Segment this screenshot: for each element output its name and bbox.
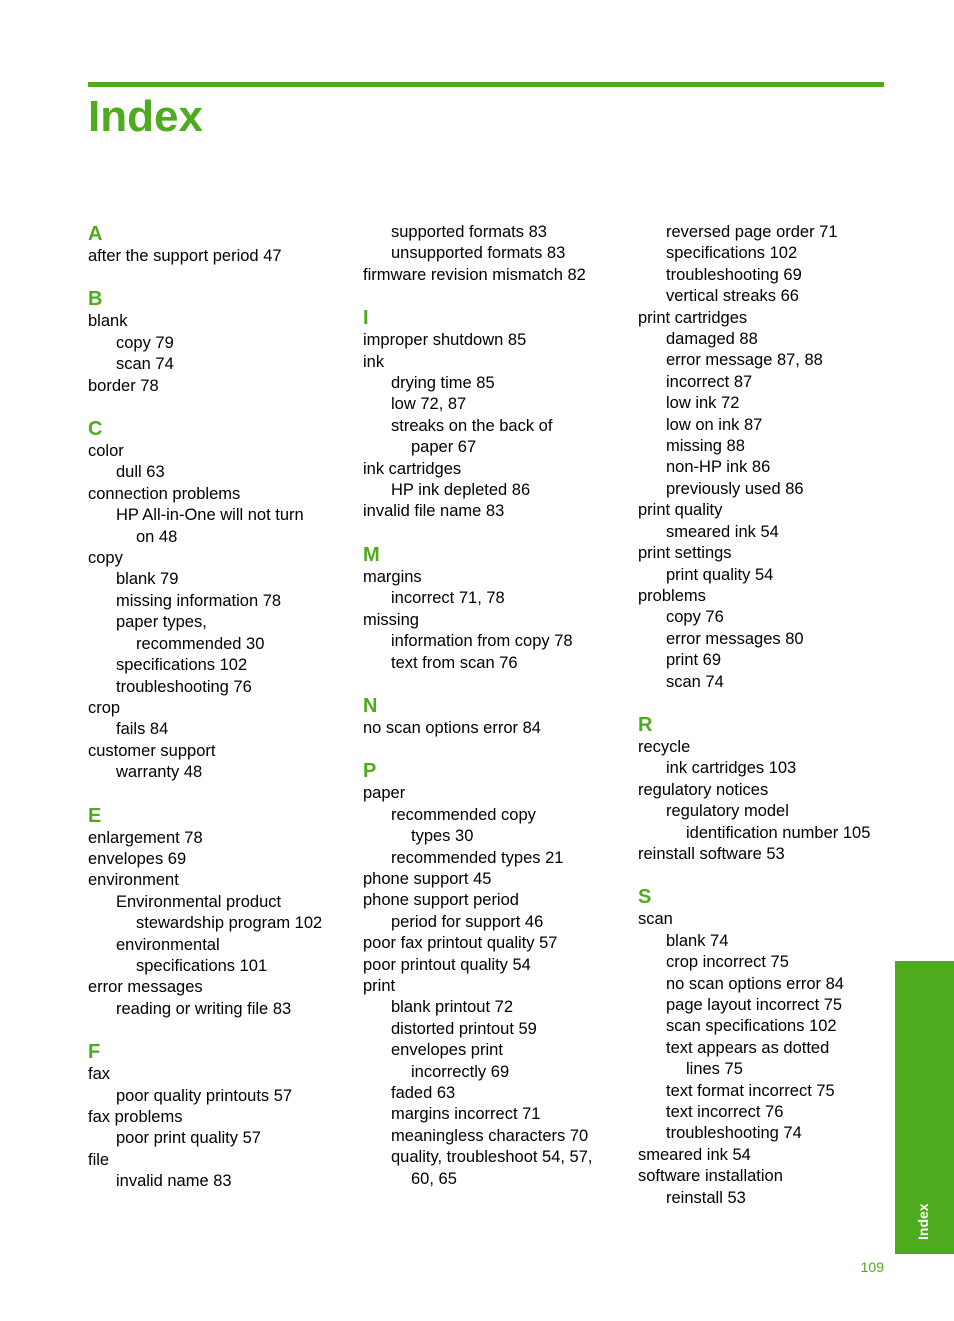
index-letter-heading: F <box>88 1041 101 1064</box>
index-subentry: meaningless characters 70 <box>391 1126 589 1145</box>
index-letter-heading: E <box>88 804 102 827</box>
index-entry: margins <box>363 567 422 586</box>
index-entry: phone support 45 <box>363 869 492 888</box>
index-entry: regulatory notices <box>638 780 769 799</box>
index-entry: missing <box>363 610 419 629</box>
index-subentry: text appears as dotted <box>666 1038 830 1057</box>
index-letter-heading: B <box>88 288 103 311</box>
index-entry: poor fax printout quality 57 <box>363 934 558 953</box>
index-subentry: identification number 105 <box>686 823 871 842</box>
index-subentry: specifications 101 <box>136 956 268 975</box>
page-number: 109 <box>860 1259 884 1275</box>
index-subentry: incorrectly 69 <box>411 1062 510 1081</box>
index-subentry: Environmental product <box>116 892 282 911</box>
index-subentry: page layout incorrect 75 <box>666 996 843 1014</box>
section-tab <box>895 961 954 1254</box>
index-subentry: faded 63 <box>391 1084 456 1102</box>
index-subentry: margins incorrect 71 <box>391 1105 541 1124</box>
index-subentry: troubleshooting 76 <box>116 677 252 696</box>
index-entry: firmware revision mismatch 82 <box>363 265 586 284</box>
index-entry: print <box>363 976 396 995</box>
index-entry: recycle <box>638 737 691 756</box>
index-letter-heading: P <box>363 760 377 783</box>
index-column-3 <box>638 222 888 1209</box>
index-subentry: warranty 48 <box>116 763 203 782</box>
index-subentry: paper 67 <box>411 438 477 457</box>
index-entry: after the support period 47 <box>88 247 282 265</box>
index-entry: phone support period <box>363 891 519 910</box>
index-subentry: ink cartridges 103 <box>666 759 797 778</box>
index-subentry: missing information 78 <box>116 591 282 610</box>
index-letter-heading: I <box>363 307 369 330</box>
index-subentry: low ink 72 <box>666 394 740 413</box>
title-rule <box>88 82 884 87</box>
index-subentry: blank printout 72 <box>391 998 514 1017</box>
index-entry: smeared ink 54 <box>638 1145 751 1164</box>
index-letter-heading: M <box>363 543 380 566</box>
index-column-2 <box>363 222 625 1190</box>
index-letter-heading: A <box>88 223 103 245</box>
index-entry: fax <box>88 1065 111 1084</box>
index-subentry: blank 74 <box>666 931 729 950</box>
index-subentry: reversed page order 71 <box>666 223 838 241</box>
index-subentry: smeared ink 54 <box>666 522 779 541</box>
index-subentry: text incorrect 76 <box>666 1103 784 1122</box>
index-subentry: supported formats 83 <box>391 223 547 241</box>
index-entry: copy <box>88 549 123 568</box>
index-entry: print settings <box>638 544 732 563</box>
index-entry: ink <box>363 352 385 371</box>
index-subentry: low on ink 87 <box>666 415 763 434</box>
index-entry: blank <box>88 312 128 331</box>
index-subentry: incorrect 71, 78 <box>391 589 505 608</box>
index-subentry: poor quality printouts 57 <box>116 1086 293 1105</box>
section-tab-label: Index <box>915 1203 931 1240</box>
index-entry: problems <box>638 586 706 605</box>
index-entry: print quality <box>638 501 723 520</box>
index-letter-heading: R <box>638 713 653 736</box>
index-letter-heading: S <box>638 886 652 909</box>
index-subentry: types 30 <box>411 827 474 846</box>
index-subentry: scan 74 <box>666 672 724 691</box>
index-column-1 <box>88 222 350 1193</box>
index-subentry: print quality 54 <box>666 565 774 584</box>
index-entry: print cartridges <box>638 308 748 327</box>
index-entry: paper <box>363 784 406 803</box>
index-entry: crop <box>88 698 121 717</box>
index-subentry: text format incorrect 75 <box>666 1081 835 1100</box>
index-subentry: previously used 86 <box>666 479 804 498</box>
index-subentry: specifications 102 <box>666 244 798 263</box>
index-subentry: low 72, 87 <box>391 395 467 414</box>
index-subentry: blank 79 <box>116 570 179 589</box>
index-subentry: text from scan 76 <box>391 653 518 672</box>
index-entry: improper shutdown 85 <box>363 331 527 350</box>
index-entry: customer support <box>88 741 216 760</box>
index-subentry: no scan options error 84 <box>666 974 844 993</box>
index-entry: poor printout quality 54 <box>363 955 531 974</box>
index-subentry: information from copy 78 <box>391 632 573 651</box>
index-subentry: paper types, <box>116 613 207 632</box>
index-subentry: period for support 46 <box>391 912 544 931</box>
index-subentry: copy 79 <box>116 333 174 352</box>
index-subentry: scan specifications 102 <box>666 1017 837 1036</box>
index-subentry: lines 75 <box>686 1060 743 1079</box>
index-subentry: copy 76 <box>666 608 724 627</box>
index-subentry: recommended types 21 <box>391 848 564 867</box>
index-subentry: reading or writing file 83 <box>116 999 292 1018</box>
index-subentry: unsupported formats 83 <box>391 244 566 263</box>
index-subentry: print 69 <box>666 651 722 670</box>
index-subentry: troubleshooting 74 <box>666 1124 802 1143</box>
index-entry: reinstall software 53 <box>638 844 785 863</box>
index-entry: scan <box>638 910 673 929</box>
index-subentry: error message 87, 88 <box>666 351 823 370</box>
index-subentry: envelopes print <box>391 1041 503 1060</box>
index-entry: software installation <box>638 1167 783 1186</box>
index-subentry: scan 74 <box>116 355 174 374</box>
index-entry: border 78 <box>88 376 159 395</box>
index-subentry: damaged 88 <box>666 330 758 349</box>
index-entry: connection problems <box>88 484 241 503</box>
index-entry: error messages <box>88 978 203 997</box>
index-entry: ink cartridges <box>363 459 462 478</box>
index-subentry: drying time 85 <box>391 374 495 393</box>
index-subentry: vertical streaks 66 <box>666 287 799 306</box>
index-subentry: regulatory model <box>666 802 789 821</box>
index-letter-heading: N <box>363 694 378 717</box>
index-subentry: distorted printout 59 <box>391 1019 537 1038</box>
index-subentry: recommended 30 <box>136 634 265 653</box>
index-subentry: stewardship program 102 <box>136 914 323 933</box>
index-letter-heading: C <box>88 418 103 441</box>
index-subentry: environmental <box>116 935 220 954</box>
index-subentry: reinstall 53 <box>666 1188 746 1207</box>
index-subentry: 60, 65 <box>411 1169 457 1188</box>
index-entry: enlargement 78 <box>88 828 203 847</box>
index-entry: fax problems <box>88 1108 183 1126</box>
index-subentry: crop incorrect 75 <box>666 953 789 972</box>
index-subentry: streaks on the back of <box>391 416 553 435</box>
index-subentry: error messages 80 <box>666 629 804 648</box>
index-subentry: dull 63 <box>116 463 165 482</box>
index-entry: envelopes 69 <box>88 849 187 868</box>
index-subentry: troubleshooting 69 <box>666 265 802 284</box>
index-subentry: HP ink depleted 86 <box>391 481 531 500</box>
index-subentry: incorrect 87 <box>666 372 753 391</box>
index-subentry: poor print quality 57 <box>116 1129 261 1148</box>
index-subentry: missing 88 <box>666 437 745 456</box>
index-entry: invalid file name 83 <box>363 502 505 521</box>
index-entry: environment <box>88 871 179 890</box>
index-subentry: HP All-in-One will not turn <box>116 506 304 525</box>
index-subentry: quality, troubleshoot 54, 57, <box>391 1148 593 1167</box>
index-subentry: non-HP ink 86 <box>666 458 771 477</box>
index-subentry: specifications 102 <box>116 656 248 675</box>
index-entry: no scan options error 84 <box>363 718 541 737</box>
index-subentry: recommended copy <box>391 805 536 824</box>
index-entry: color <box>88 442 124 461</box>
page-title: Index <box>88 92 203 141</box>
index-subentry: fails 84 <box>116 720 169 739</box>
index-entry: file <box>88 1150 110 1169</box>
index-subentry: on 48 <box>136 527 178 546</box>
index-subentry: invalid name 83 <box>116 1172 232 1191</box>
